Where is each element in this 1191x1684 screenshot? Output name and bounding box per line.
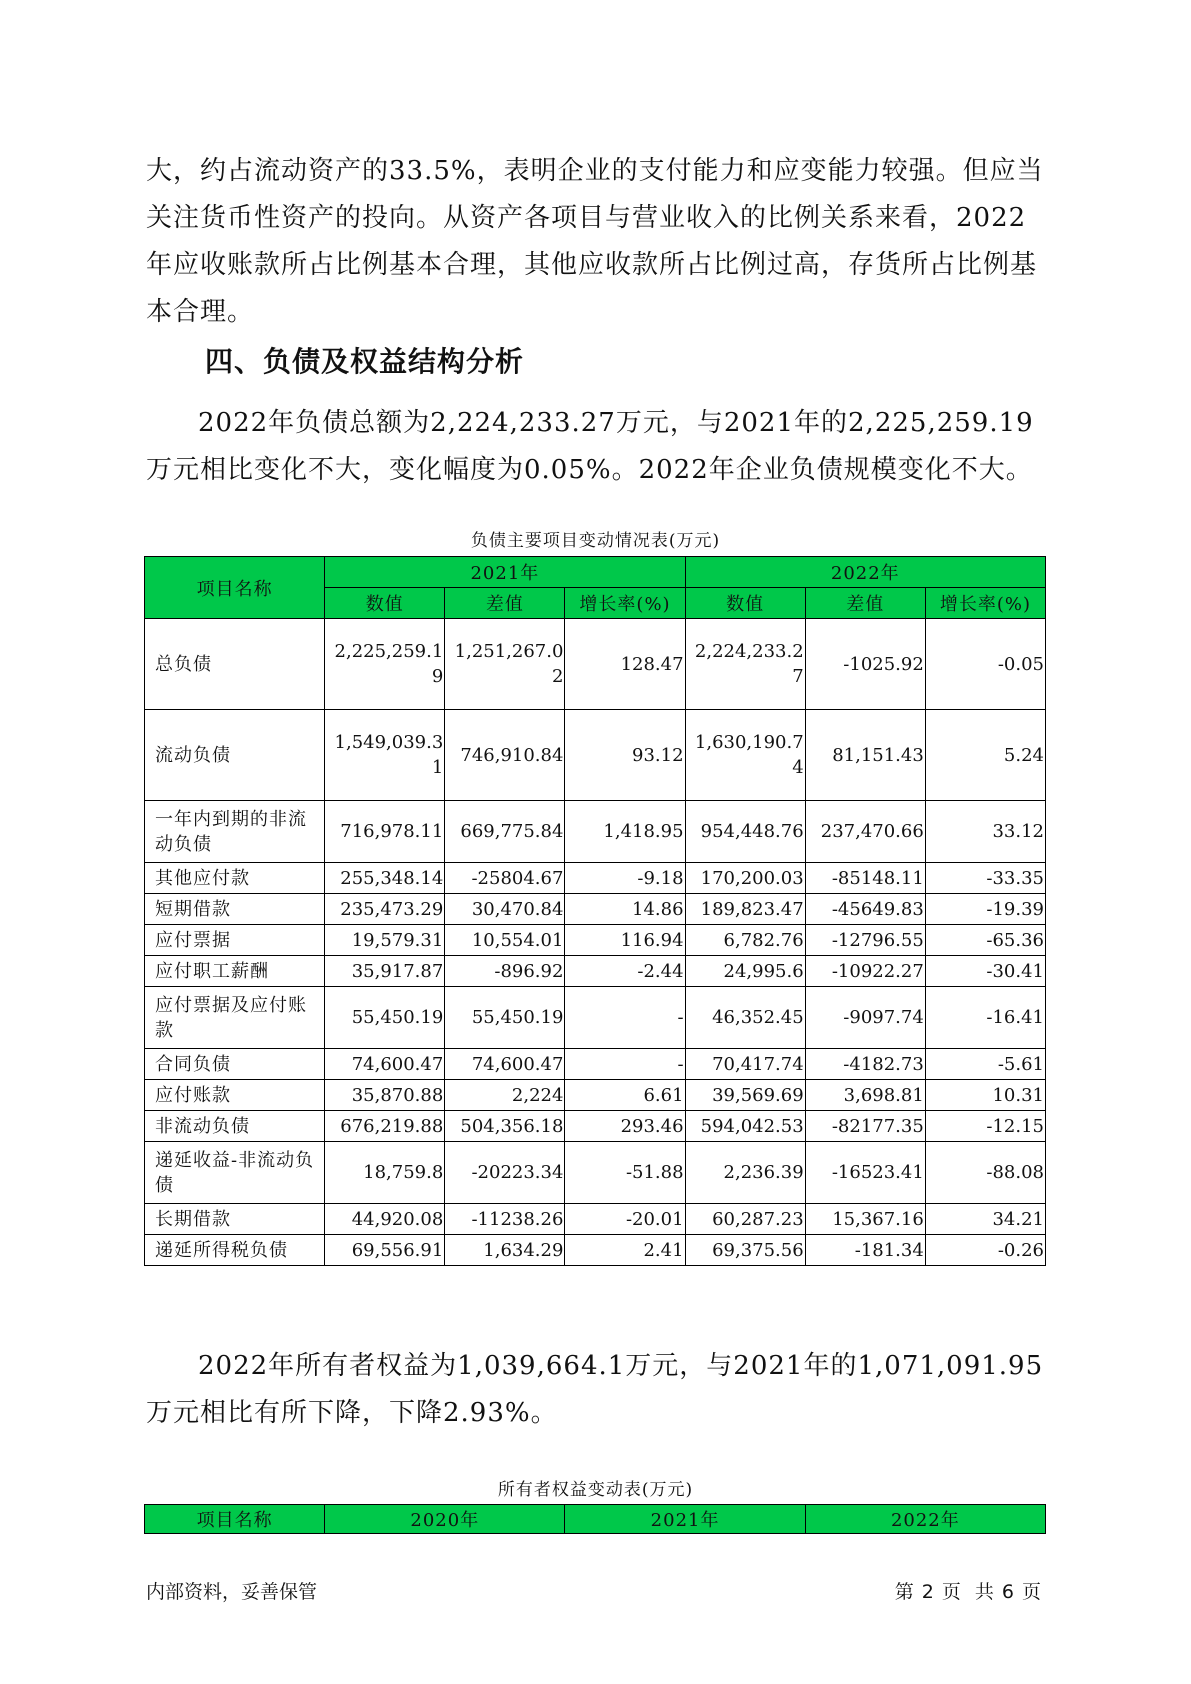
header-item-name: 项目名称 <box>145 557 325 619</box>
cell-d2: -82177.35 <box>805 1111 925 1142</box>
table-caption-equity: 所有者权益变动表(万元) <box>497 1480 694 1500</box>
header-rate: 增长率(%) <box>565 588 685 619</box>
header-value: 数值 <box>325 588 445 619</box>
cell-r2: -16.41 <box>925 987 1045 1049</box>
table-row <box>145 1049 1046 1080</box>
cell-d1: 1,634.29 <box>445 1235 565 1266</box>
cell-v1: 44,920.08 <box>325 1204 445 1235</box>
cell-r1: -51.88 <box>565 1142 685 1204</box>
total-pages: 6 <box>1001 1581 1014 1603</box>
cell-v2: 60,287.23 <box>685 1204 805 1235</box>
cell-v2: 6,782.76 <box>685 925 805 956</box>
table-row <box>145 1204 1046 1235</box>
cell-r1: 128.47 <box>565 619 685 710</box>
cell-d1: -20223.34 <box>445 1142 565 1204</box>
cell-r2: -5.61 <box>925 1049 1045 1080</box>
header-item-name: 项目名称 <box>145 1505 325 1534</box>
row-label: 非流动负债 <box>145 1111 325 1142</box>
cell-d2: 81,151.43 <box>805 710 925 801</box>
cell-r1: 116.94 <box>565 925 685 956</box>
cell-r2: 33.12 <box>925 801 1045 863</box>
cell-r1: 14.86 <box>565 894 685 925</box>
cell-v2: 70,417.74 <box>685 1049 805 1080</box>
table-caption-liabilities: 负债主要项目变动情况表(万元) <box>470 531 721 551</box>
table-row <box>145 987 1046 1049</box>
cell-d2: -10922.27 <box>805 956 925 987</box>
total-unit: 页 <box>1021 1581 1041 1603</box>
table-row <box>145 710 1046 801</box>
cell-d2: -45649.83 <box>805 894 925 925</box>
paragraph-liability-summary: 2022年负债总额为2,224,233.27万元，与2021年的2,225,259.19万元相比变化不大，变化幅度为0.05%。2022年企业负债规模变化不大。 <box>146 408 1034 485</box>
cell-r1: - <box>565 1049 685 1080</box>
table-row <box>145 1111 1046 1142</box>
table-row <box>145 1235 1046 1266</box>
header-year-2022: 2022年 <box>685 557 1045 588</box>
cell-d2: -4182.73 <box>805 1049 925 1080</box>
header-year-2021: 2021年 <box>325 557 685 588</box>
cell-d1: 746,910.84 <box>445 710 565 801</box>
cell-v2: 954,448.76 <box>685 801 805 863</box>
table-row <box>145 801 1046 863</box>
cell-d1: 74,600.47 <box>445 1049 565 1080</box>
cell-d2: -16523.41 <box>805 1142 925 1204</box>
cell-d2: 237,470.66 <box>805 801 925 863</box>
header-value: 数值 <box>685 588 805 619</box>
cell-v1: 35,870.88 <box>325 1080 445 1111</box>
table-row <box>145 863 1046 894</box>
cell-r1: 1,418.95 <box>565 801 685 863</box>
cell-v1: 18,759.8 <box>325 1142 445 1204</box>
cell-v2: 24,995.6 <box>685 956 805 987</box>
cell-r1: 293.46 <box>565 1111 685 1142</box>
cell-r1: -2.44 <box>565 956 685 987</box>
cell-v1: 676,219.88 <box>325 1111 445 1142</box>
cell-v1: 74,600.47 <box>325 1049 445 1080</box>
cell-d2: 3,698.81 <box>805 1080 925 1111</box>
cell-r2: -0.05 <box>925 619 1045 710</box>
cell-v1: 255,348.14 <box>325 863 445 894</box>
cell-r2: -30.41 <box>925 956 1045 987</box>
header-year-2021: 2021年 <box>565 1505 805 1534</box>
table-row <box>145 1142 1046 1204</box>
cell-r1: -20.01 <box>565 1204 685 1235</box>
page-unit: 页 <box>941 1581 961 1603</box>
section-heading: 四、负债及权益结构分析 <box>205 345 525 378</box>
row-label: 应付票据及应付账款 <box>145 987 325 1049</box>
cell-d1: 30,470.84 <box>445 894 565 925</box>
table-row <box>145 925 1046 956</box>
cell-r2: -65.36 <box>925 925 1045 956</box>
cell-v1: 35,917.87 <box>325 956 445 987</box>
cell-r2: -19.39 <box>925 894 1045 925</box>
header-diff: 差值 <box>805 588 925 619</box>
cell-r1: 6.61 <box>565 1080 685 1111</box>
cell-v2: 594,042.53 <box>685 1111 805 1142</box>
paragraph-asset-analysis: 大，约占流动资产的33.5%，表明企业的支付能力和应变能力较强。但应当关注货币性资产的投向。从资产各项目与营业收入的比例关系来看，2022年应收账款所占比例基本合理，其他应收款所占比例过高，存货所占比例基本合理。 <box>146 156 1044 327</box>
cell-v1: 2,225,259.19 <box>325 619 445 710</box>
cell-d1: -896.92 <box>445 956 565 987</box>
row-label: 递延收益-非流动负债 <box>145 1142 325 1204</box>
cell-r1: -9.18 <box>565 863 685 894</box>
table-row <box>145 619 1046 710</box>
page-indicator <box>891 1577 1045 1604</box>
cell-d1: 504,356.18 <box>445 1111 565 1142</box>
cell-d2: -181.34 <box>805 1235 925 1266</box>
cell-d1: 2,224 <box>445 1080 565 1111</box>
equity-change-table <box>144 1504 1046 1534</box>
cell-v2: 2,224,233.27 <box>685 619 805 710</box>
cell-d2: -1025.92 <box>805 619 925 710</box>
header-year-2022: 2022年 <box>805 1505 1045 1534</box>
liability-change-table <box>144 556 1046 1266</box>
paragraph-equity-summary: 2022年所有者权益为1,039,664.1万元，与2021年的1,071,091.95万元相比有所下降，下降2.93%。 <box>146 1351 1044 1428</box>
page-number: 2 <box>921 1581 934 1603</box>
row-label: 短期借款 <box>145 894 325 925</box>
cell-r1: - <box>565 987 685 1049</box>
cell-r2: 34.21 <box>925 1204 1045 1235</box>
cell-d1: 669,775.84 <box>445 801 565 863</box>
cell-d1: -25804.67 <box>445 863 565 894</box>
cell-v1: 1,549,039.31 <box>325 710 445 801</box>
row-label: 流动负债 <box>145 710 325 801</box>
cell-v1: 69,556.91 <box>325 1235 445 1266</box>
cell-v2: 189,823.47 <box>685 894 805 925</box>
row-label: 应付票据 <box>145 925 325 956</box>
cell-d2: 15,367.16 <box>805 1204 925 1235</box>
cell-r2: -0.26 <box>925 1235 1045 1266</box>
row-label: 总负债 <box>145 619 325 710</box>
total-prefix: 共 <box>974 1581 994 1603</box>
row-label: 应付职工薪酬 <box>145 956 325 987</box>
row-label: 应付账款 <box>145 1080 325 1111</box>
row-label: 长期借款 <box>145 1204 325 1235</box>
cell-r1: 2.41 <box>565 1235 685 1266</box>
cell-v1: 716,978.11 <box>325 801 445 863</box>
table-row <box>145 894 1046 925</box>
header-diff: 差值 <box>445 588 565 619</box>
cell-r2: -33.35 <box>925 863 1045 894</box>
row-label: 其他应付款 <box>145 863 325 894</box>
cell-d1: 1,251,267.02 <box>445 619 565 710</box>
cell-r2: -88.08 <box>925 1142 1045 1204</box>
cell-r2: 5.24 <box>925 710 1045 801</box>
footer-confidential-note: 内部资料，妥善保管 <box>146 1581 318 1603</box>
cell-d2: -85148.11 <box>805 863 925 894</box>
row-label: 一年内到期的非流动负债 <box>145 801 325 863</box>
table-row <box>145 1080 1046 1111</box>
cell-v2: 1,630,190.74 <box>685 710 805 801</box>
cell-v1: 235,473.29 <box>325 894 445 925</box>
cell-d1: 55,450.19 <box>445 987 565 1049</box>
header-rate: 增长率(%) <box>925 588 1045 619</box>
row-label: 合同负债 <box>145 1049 325 1080</box>
cell-r2: 10.31 <box>925 1080 1045 1111</box>
cell-v1: 55,450.19 <box>325 987 445 1049</box>
cell-r2: -12.15 <box>925 1111 1045 1142</box>
table-row <box>145 956 1046 987</box>
cell-v2: 39,569.69 <box>685 1080 805 1111</box>
cell-v1: 19,579.31 <box>325 925 445 956</box>
cell-d1: 10,554.01 <box>445 925 565 956</box>
cell-v2: 170,200.03 <box>685 863 805 894</box>
header-year-2020: 2020年 <box>325 1505 565 1534</box>
cell-d1: -11238.26 <box>445 1204 565 1235</box>
cell-d2: -9097.74 <box>805 987 925 1049</box>
cell-v2: 46,352.45 <box>685 987 805 1049</box>
cell-r1: 93.12 <box>565 710 685 801</box>
page-prefix: 第 <box>894 1581 914 1603</box>
row-label: 递延所得税负债 <box>145 1235 325 1266</box>
cell-v2: 69,375.56 <box>685 1235 805 1266</box>
cell-d2: -12796.55 <box>805 925 925 956</box>
cell-v2: 2,236.39 <box>685 1142 805 1204</box>
